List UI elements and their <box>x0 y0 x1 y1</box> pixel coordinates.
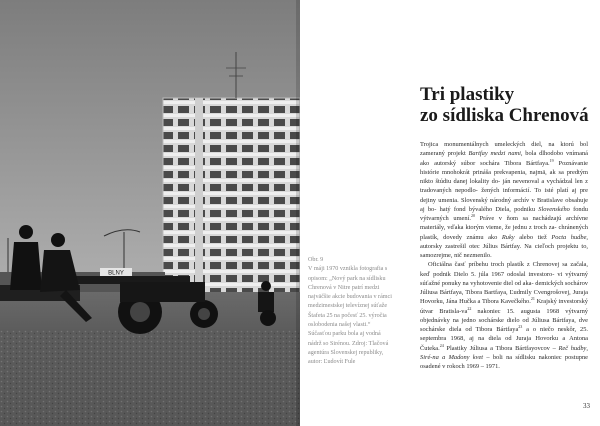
footnote-ref: 19 <box>549 157 554 163</box>
chapter-title <box>420 84 590 126</box>
footnote-ref: 24 <box>439 342 444 348</box>
caption-text: V máji 1970 vznikla fotografia s opisom: „Nový park na sídlisku Chrenová v Nitre patrí medzi najväčšie akcie budovania v rámci medzimestskej televíznej súťaže Štafeta 25 na počesť 25. výročia oslobodenia našej vlasti.“ Súčasťou parku bola aj vodná nádrž so Sirénou. Zdroj: Tlačová agentúra Slovenskej republiky, autor: Ľudovít Fule <box>308 266 392 366</box>
chapter-title-line-1: Tri plastiky <box>420 84 515 105</box>
paragraph-2: Oficiálna časť príbehu troch plastík z Chrenovej sa začala, keď podnik Dielo 5. júla 1967 odoslal investoro- vi výtvarný súťažné ponuky na vyhotovenie diel od aka- demických sochárov Júliusa Bártfaya, Tibora Bartfaya, Ľudmily Cvengrošovej, Juraja Hovorku, Jána Hučka a Tibora Kavečkého.$^{21}$ Krajský investorský útvar Bratisla-$va^{22}$ nakoniec 15. augusta 1968 výtvarný objednávky na jedno sochárske dielo od Júliusa Bártfaya, dve sochárske diela od Tibora Bártfaya$^{23}$ a o niečo neskôr, 25. septembra 1968, aj na diela od Juraja Hovorku a Antona Čuteka.$^{24}$ Plastiky Júliusa a Tibora Bártfayovcov – Reč hudby, Siré-na a Madony kvet – boli na sídlisku nakoniec postupne osadené v rokoch 1969 – 1971. <box>420 261 589 370</box>
page-number: 33 <box>583 402 590 410</box>
body-text <box>420 140 588 371</box>
photo-caption <box>308 256 392 368</box>
chapter-title-line-2: zo sídliska Chrenová <box>420 105 589 126</box>
footnote-ref: 20 <box>470 213 475 218</box>
footnote-ref: 22 <box>467 305 472 311</box>
footnote-ref: 23 <box>518 324 523 329</box>
caption-label: Obr. 9 <box>308 257 324 263</box>
paragraph-1: Trojica monumentálnych umeleckých diel, na ktorú bol zameraný projekt Bartfay medzi nami, bola dlhodobo vnímaná ako autorský súbor sochára Tibora Bártfaya.$^{19}$ Poznávanie histórie mnohokrát prináša prekvapenia, najmä, ak sa predtým nikto štúdiu danej lokality do- ján nevenoval a vychádzal len z tradovaných nepodlo- žených informácií. To isté platí aj pre dejiny umenia. Slovenský národný archív v Bratislave obsahuje aj bo- hatý fond bývalého Diela, podniku Slovenského fondu výtvarných umení.$^{20}$ Práve v ňom sa nachádzajú archívne materiály, vďaka ktorým vieme, že jednu z troch za- chránených plastík, dovedy známu ako Ruky alebo tiež Pocta hudbe, autorsky zastrešil otec Július Bártfay. Na cieľoch projektu to, samozrejme, nič nezmenilo. <box>420 141 589 259</box>
footnote-ref: 21 <box>530 296 535 302</box>
photo-sign-text: BLNY <box>108 270 124 277</box>
